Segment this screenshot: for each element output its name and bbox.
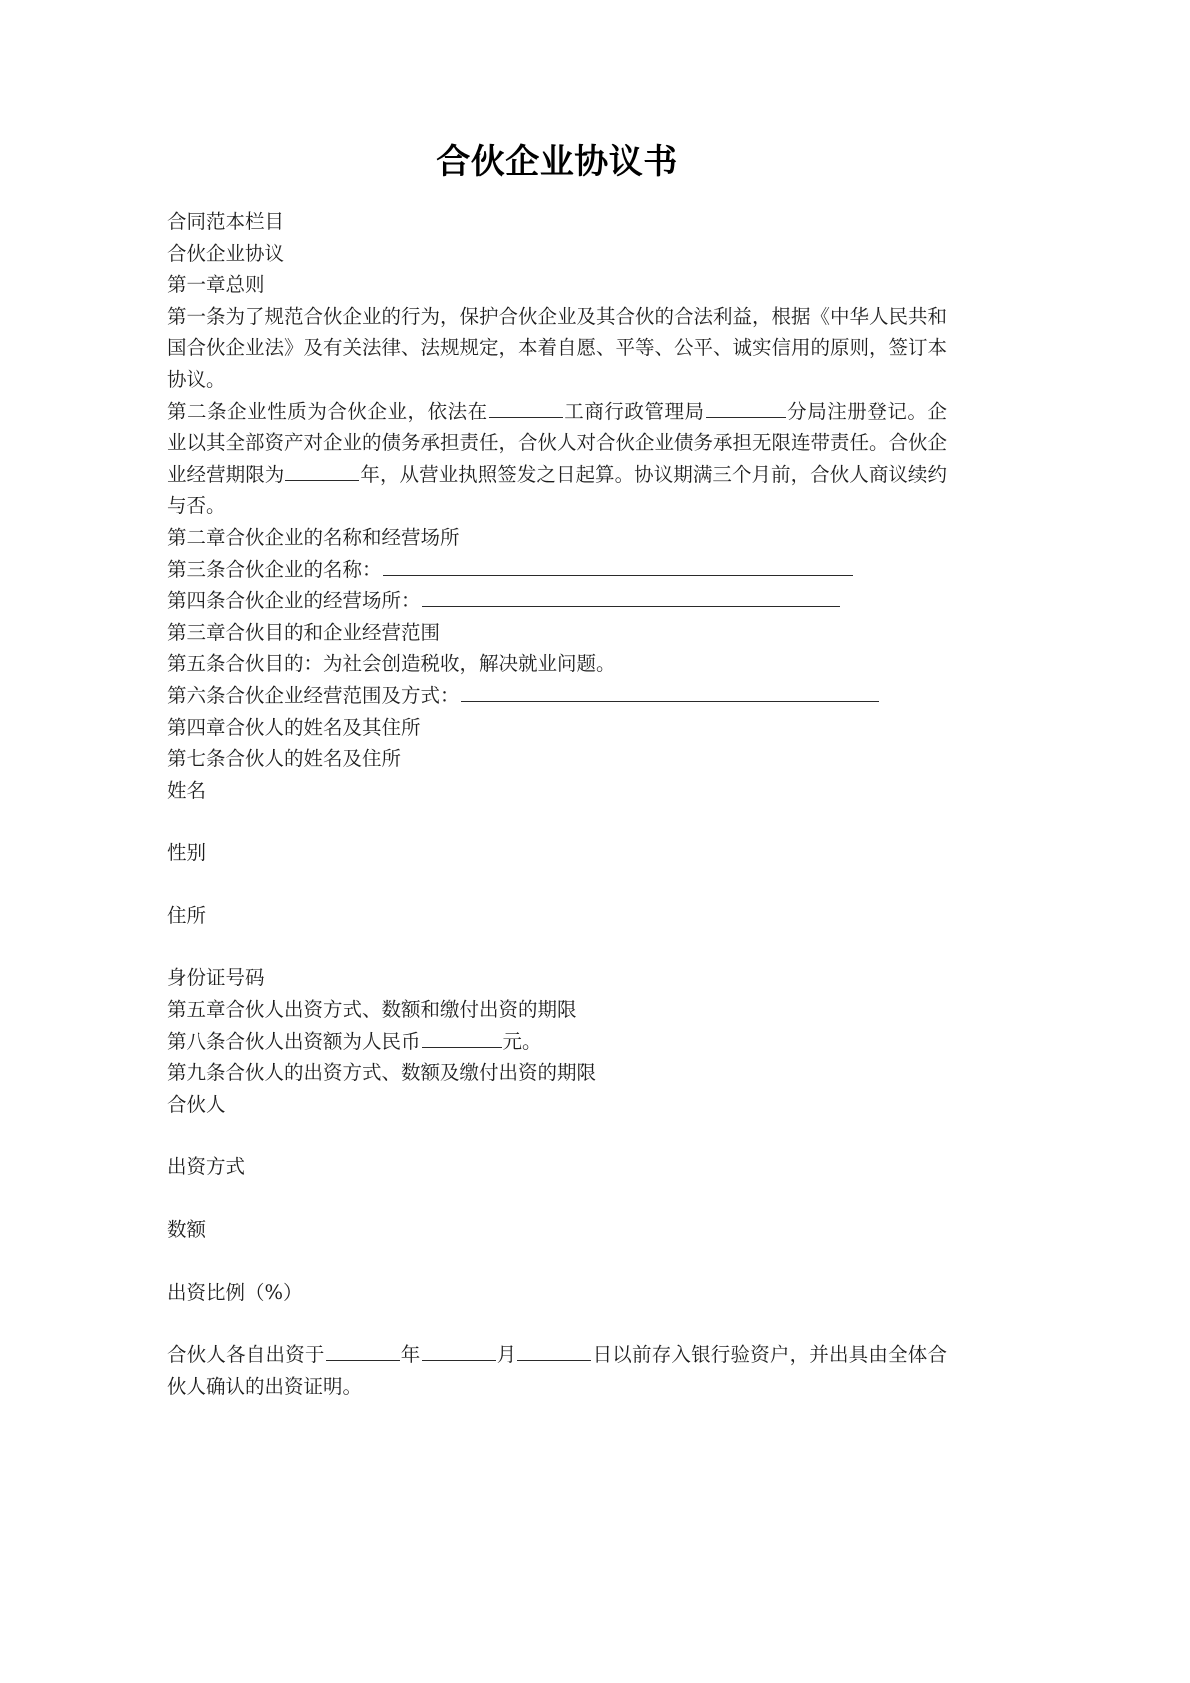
- heading-chapter-5: 第五章合伙人出资方式、数额和缴付出资的期限: [167, 998, 577, 1022]
- article-8-paragraph: [167, 1026, 947, 1058]
- field-label-contribution-ratio: 出资比例（%）: [167, 1280, 303, 1304]
- article-1-paragraph: [167, 301, 947, 396]
- heading-chapter-1: 第一章总则: [167, 273, 265, 297]
- article-6-label: 第六条合伙企业经营范围及方式：: [167, 683, 460, 707]
- blank-month[interactable]: [422, 1340, 496, 1361]
- heading-chapter-2: 第二章合伙企业的名称和经营场所: [167, 525, 460, 549]
- article-3-paragraph: [167, 554, 947, 586]
- closing-paragraph: [167, 1339, 947, 1402]
- heading-chapter-3: 第三章合伙目的和企业经营范围: [167, 620, 441, 644]
- blank-business-premises[interactable]: [422, 586, 840, 607]
- page-title: 合伙企业协议书: [436, 142, 678, 182]
- field-label-name: 姓名: [167, 778, 207, 802]
- blank-admin-bureau-region[interactable]: [489, 397, 563, 418]
- closing-text-part2: 年: [400, 1343, 421, 1367]
- line-contract-template-column: 合同范本栏目: [167, 210, 285, 233]
- blank-year[interactable]: [326, 1340, 400, 1361]
- line-partnership-agreement: 合伙企业协议: [167, 241, 285, 265]
- blank-business-scope[interactable]: [461, 681, 879, 702]
- document-body: [167, 140, 947, 1402]
- field-label-partner: 合伙人: [167, 1092, 226, 1116]
- article-8-text-part1: 第八条合伙人出资额为人民币: [167, 1029, 421, 1053]
- article-1-text: 第一条为了规范合伙企业的行为，保护合伙企业及其合伙的合法利益，根据《中华人民共和国合伙企业法》及有关法律、法规规定，本着自愿、平等、公平、诚实信用的原则，签订本协议。: [167, 304, 948, 391]
- field-label-contribution-method: 出资方式: [167, 1155, 246, 1179]
- article-6-paragraph: [167, 680, 947, 712]
- blank-enterprise-name[interactable]: [383, 555, 853, 576]
- article-2-text-part2: 工商行政管理局: [563, 399, 705, 423]
- closing-text-part1: 合伙人各自出资于: [167, 1343, 325, 1367]
- article-2-text-part4: 年，从营业执照签发之日起算。协议期满三个月前，合伙人商议续约与否。: [167, 462, 947, 518]
- blank-branch-bureau[interactable]: [706, 397, 786, 418]
- closing-text-part4: 日以前存入银行验资户，并出具由全体合伙人确认的出资证明。: [167, 1343, 947, 1398]
- article-2-text-part1: 第二条企业性质为合伙企业，依法在: [167, 399, 488, 423]
- article-8-text-part2: 元。: [502, 1029, 542, 1053]
- article-4-label: 第四条合伙企业的经营场所：: [167, 589, 421, 613]
- blank-operating-term-years[interactable]: [285, 460, 359, 481]
- field-label-amount: 数额: [167, 1218, 207, 1242]
- field-label-gender: 性别: [167, 841, 207, 865]
- article-5-paragraph: 第五条合伙目的：为社会创造税收，解决就业问题。: [167, 652, 616, 676]
- article-2-paragraph: [167, 396, 947, 522]
- article-4-paragraph: [167, 585, 947, 617]
- field-label-residence: 住所: [167, 903, 207, 927]
- blank-contribution-amount[interactable]: [422, 1027, 502, 1048]
- article-7-paragraph: 第七条合伙人的姓名及住所: [167, 747, 402, 771]
- article-3-label: 第三条合伙企业的名称：: [167, 557, 382, 581]
- article-2-text-part3: 分局注册登记。企业以其全部资产对企业的债务承担责任，合伙人对合伙企业债务承担无限连带责任。合伙企业经营期限为: [167, 399, 948, 486]
- heading-chapter-4: 第四章合伙人的姓名及其住所: [167, 715, 421, 739]
- closing-text-part3: 月: [496, 1343, 517, 1367]
- field-label-id-number: 身份证号码: [167, 966, 265, 990]
- article-9-paragraph: 第九条合伙人的出资方式、数额及缴付出资的期限: [167, 1061, 597, 1085]
- blank-day[interactable]: [517, 1340, 591, 1361]
